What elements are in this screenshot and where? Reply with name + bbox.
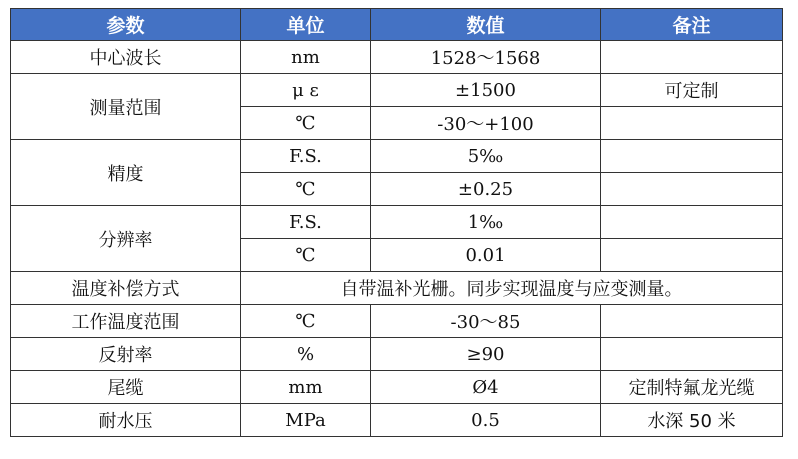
param-cell: 精度 [11,140,241,206]
description-cell: 自带温补光栅。同步实现温度与应变测量。 [241,272,783,305]
unit-cell: nm [241,41,371,74]
header-value: 数值 [371,9,601,41]
table-header [11,9,783,41]
note-cell [601,206,783,239]
table-row [11,305,783,338]
table-row [11,74,783,107]
value-cell: 5‰ [371,140,601,173]
table-row [11,41,783,74]
note-cell: 可定制 [601,74,783,107]
header-param: 参数 [11,9,241,41]
header-note: 备注 [601,9,783,41]
unit-cell: % [241,338,371,371]
param-cell: 反射率 [11,338,241,371]
note-cell [601,107,783,140]
value-cell: 0.5 [371,404,601,437]
table-row [11,272,783,305]
value-cell: 1‰ [371,206,601,239]
value-cell: ±1500 [371,74,601,107]
unit-cell: F.S. [241,140,371,173]
table-row [11,371,783,404]
spec-table [10,8,783,437]
value-cell: -30～+100 [371,107,601,140]
value-cell: ≥90 [371,338,601,371]
param-cell: 耐水压 [11,404,241,437]
param-cell: 测量范围 [11,74,241,140]
value-cell: 0.01 [371,239,601,272]
value-cell: 1528～1568 [371,41,601,74]
note-cell [601,140,783,173]
table-row [11,206,783,239]
param-cell: 温度补偿方式 [11,272,241,305]
value-cell: Ø4 [371,371,601,404]
unit-cell: ℃ [241,239,371,272]
unit-cell: ℃ [241,107,371,140]
note-cell [601,239,783,272]
unit-cell: mm [241,371,371,404]
table-row [11,140,783,173]
unit-cell: ℃ [241,173,371,206]
header-unit: 单位 [241,9,371,41]
param-cell: 中心波长 [11,41,241,74]
unit-cell: ℃ [241,305,371,338]
param-cell: 分辨率 [11,206,241,272]
table-body [11,41,783,437]
note-cell [601,338,783,371]
unit-cell: MPa [241,404,371,437]
note-cell [601,173,783,206]
note-cell: 定制特氟龙光缆 [601,371,783,404]
unit-cell: F.S. [241,206,371,239]
value-cell: -30～85 [371,305,601,338]
header-row [11,9,783,41]
value-cell: ±0.25 [371,173,601,206]
table-row [11,338,783,371]
note-cell [601,41,783,74]
note-cell [601,305,783,338]
unit-cell: μ ε [241,74,371,107]
param-cell: 工作温度范围 [11,305,241,338]
note-cell: 水深 50 米 [601,404,783,437]
param-cell: 尾缆 [11,371,241,404]
table-row [11,404,783,437]
